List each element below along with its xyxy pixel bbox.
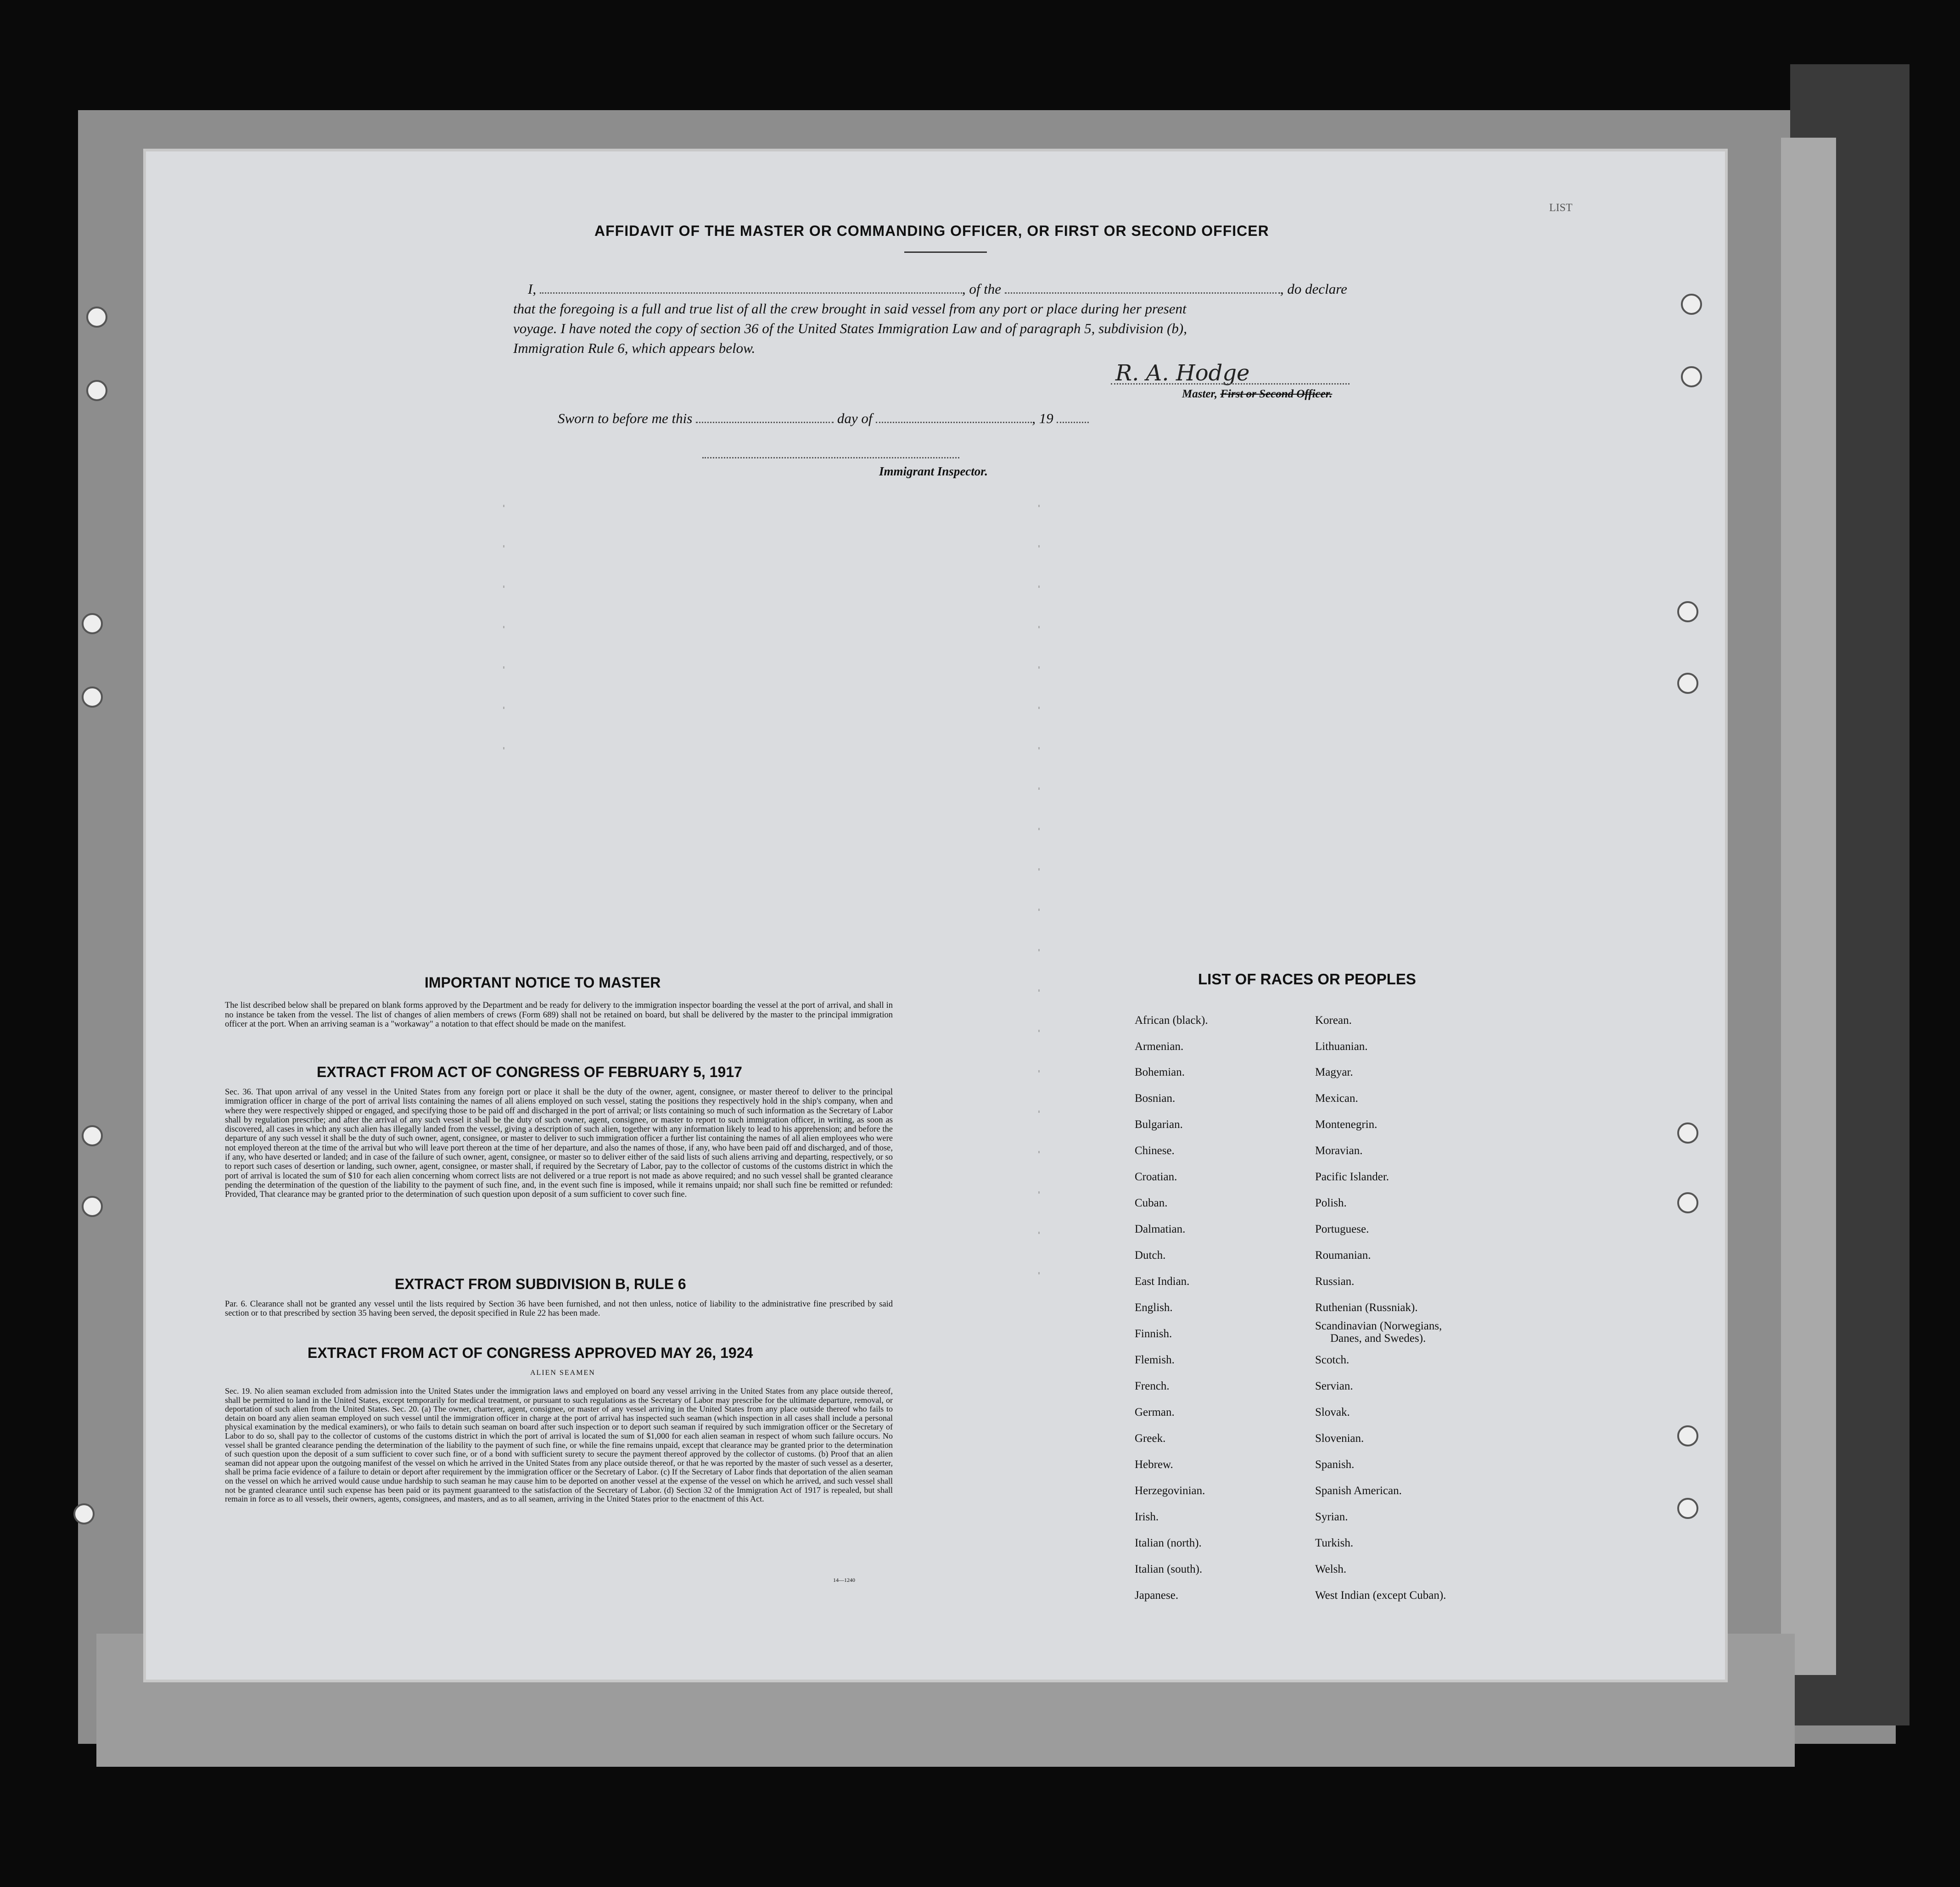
punch-hole: [86, 307, 107, 328]
race-item: Korean.: [1315, 1014, 1352, 1027]
race-item: Moravian.: [1315, 1144, 1363, 1157]
race-item: Italian (south).: [1135, 1563, 1203, 1575]
race-item: Dutch.: [1135, 1249, 1166, 1262]
race-item: Chinese.: [1135, 1144, 1175, 1157]
inspector-line: [702, 457, 959, 458]
race-item: German.: [1135, 1406, 1175, 1418]
race-item: Dalmatian.: [1135, 1223, 1186, 1235]
affidavit-title: AFFIDAVIT OF THE MASTER OR COMMANDING OFFICER, OR FIRST OR SECOND OFFICER: [594, 223, 1269, 239]
master-signature: R. A. Hodge: [1115, 360, 1250, 386]
punch-hole: [1677, 1498, 1698, 1519]
punch-hole: [1677, 1425, 1698, 1446]
bleed-through-dots: [1038, 505, 1040, 1285]
affidavit-line1: [528, 281, 1347, 297]
race-item-continued: Danes, and Swedes).: [1330, 1332, 1426, 1345]
race-item: Bohemian.: [1135, 1066, 1185, 1078]
race-item: Greek.: [1135, 1432, 1166, 1445]
punch-hole: [1681, 366, 1702, 387]
extract-1917-text: Sec. 36. That upon arrival of any vessel in the United States from any foreign port or place it shall be the duty of the owner, agent, consignee, or master thereof to deliver to the principal immigration officer in charge of the port of arrival lists containing the names of all aliens employed on such vessel, stating the positions they respectively hold in the ship's company, when and where they were respectively shipped or engaged, and specifying those to be paid off and discharged in the port of arrival; or lists containing so much of such information as the Secretary of Labor shall by regulation prescribe; and after the arrival of any such vessel it shall be the duty of such owner, agent, consignee, or master to report to such immigration officer, in writing, as soon as discovered, all cases in which any such alien has illegally landed from the vessel, giving a description of such alien, together with any information likely to lead to his apprehension; and before the departure of any such vessel it shall be the duty of such owner, agent, consignee, or master to deliver to such immigration officer a further list containing the names of all alien employees who were not employed thereon at the time of the arrival but who will leave port thereon at the time of her departure, and also the names of those, if any, who have been paid off and discharged, and of those, if any, who have deserted or landed; and in case of the failure of such owner, agent, consignee, or master so to deliver either of the said lists of such aliens arriving and departing, respectively, or so to report such cases of desertion or landing, such owner, agent, consignee, or master shall, if required by the Secretary of Labor, pay to the collector of customs of the customs district in which the port of arrival is located the sum of $10 for each alien concerning whom correct lists are not delivered or a true report is not made as above required; and no such vessel shall be granted clearance pending the determination of the question of the liability to the payment of such fine, and, in the event such fine is imposed, while it remains unpaid; nor shall such fine be remitted or refunded: Provided, That clearance may be granted prior to the determination of such question upon deposit of a sum sufficient to cover such fine.: [225, 1088, 893, 1200]
master-label: Master,: [1182, 388, 1218, 400]
race-item: Polish.: [1315, 1197, 1347, 1209]
race-item: Lithuanian.: [1315, 1040, 1368, 1053]
signature-line: [1111, 383, 1350, 385]
punch-hole: [82, 613, 103, 634]
bleed-through-dots: [503, 505, 504, 780]
race-item: Bulgarian.: [1135, 1118, 1183, 1131]
race-item: Servian.: [1315, 1380, 1353, 1392]
race-item: Pacific Islander.: [1315, 1171, 1389, 1183]
race-item: Herzegovinian.: [1135, 1485, 1205, 1497]
notice-title: IMPORTANT NOTICE TO MASTER: [425, 974, 661, 991]
affidavit-body-2: that the foregoing is a full and true list of all the crew brought in said vessel from any port or place during her present: [513, 301, 1187, 317]
punch-hole: [1681, 294, 1702, 315]
race-item: Syrian.: [1315, 1511, 1348, 1523]
races-title: LIST OF RACES OR PEOPLES: [1198, 971, 1416, 988]
punch-hole: [82, 1196, 103, 1217]
race-item: Italian (north).: [1135, 1537, 1202, 1549]
race-item: Mexican.: [1315, 1092, 1358, 1105]
affidavit-body-4: Immigration Rule 6, which appears below.: [513, 340, 756, 356]
punch-hole: [1677, 1192, 1698, 1213]
punch-hole: [73, 1503, 95, 1524]
race-item: Scandinavian (Norwegians,: [1315, 1320, 1442, 1332]
race-item: Ruthenian (Russniak).: [1315, 1301, 1418, 1314]
race-item: Spanish.: [1315, 1458, 1355, 1471]
race-item: Montenegrin.: [1315, 1118, 1378, 1131]
inspector-label: Immigrant Inspector.: [879, 464, 988, 478]
punch-hole: [1677, 673, 1698, 694]
race-item: Croatian.: [1135, 1171, 1177, 1183]
punch-hole: [82, 687, 103, 708]
sworn-month-blank[interactable]: [876, 422, 1032, 423]
race-item: East Indian.: [1135, 1275, 1190, 1288]
notice-text: The list described below shall be prepared on blank forms approved by the Department and be ready for delivery to the immigration inspector boarding the vessel at the port of arrival, and shall in no instance be taken from the vessel. The list of changes of alien members of crews (Form 689) shall not be retained on board, but shall be delivered by the master to the principal immigration officer at the port. When an arriving seaman is a "workaway" a notation to that effect should be made on the manifest.: [225, 1001, 893, 1029]
extract-1917-title: EXTRACT FROM ACT OF CONGRESS OF FEBRUARY 5, 1917: [317, 1064, 742, 1080]
affidavit-i: I,: [528, 281, 537, 297]
form-number: 14—1240: [833, 1577, 855, 1583]
race-item: Turkish.: [1315, 1537, 1354, 1549]
race-item: Cuban.: [1135, 1197, 1168, 1209]
race-item: Welsh.: [1315, 1563, 1347, 1575]
race-item: Russian.: [1315, 1275, 1355, 1288]
corner-mark: LIST: [1549, 202, 1573, 214]
underlying-sheet: [1781, 138, 1836, 1675]
race-item: English.: [1135, 1301, 1173, 1314]
affidavit-do-declare: , do declare: [1280, 281, 1347, 297]
sworn-line: [558, 410, 1089, 427]
sworn-year-blank[interactable]: [1057, 422, 1089, 423]
alien-seamen-subtitle: ALIEN SEAMEN: [530, 1369, 595, 1377]
race-item: Portuguese.: [1315, 1223, 1369, 1235]
race-item: Roumanian.: [1315, 1249, 1371, 1262]
race-item: Bosnian.: [1135, 1092, 1176, 1105]
punch-hole: [86, 380, 107, 401]
race-item: Magyar.: [1315, 1066, 1353, 1078]
race-item: Japanese.: [1135, 1589, 1179, 1602]
race-item: Spanish American.: [1315, 1485, 1402, 1497]
race-item: Irish.: [1135, 1511, 1159, 1523]
race-item: Flemish.: [1135, 1354, 1175, 1366]
punch-hole: [82, 1125, 103, 1146]
sworn-prefix: Sworn to before me this: [558, 410, 693, 426]
race-item: Scotch.: [1315, 1354, 1350, 1366]
rule6-title: EXTRACT FROM SUBDIVISION B, RULE 6: [395, 1276, 686, 1292]
race-item: Finnish.: [1135, 1328, 1172, 1340]
title-divider: [904, 251, 987, 253]
punch-hole: [1677, 1122, 1698, 1144]
rule6-text: Par. 6. Clearance shall not be granted any vessel until the lists required by Section 36 have been furnished, and not then unless, notice of liability to the administrative fine prescribed by said section or to that prescribed by section 35 having been served, the deposit specified in Rule 22 has been made.: [225, 1300, 893, 1318]
race-item: Slovak.: [1315, 1406, 1350, 1418]
signer-title: [1182, 388, 1332, 401]
race-item: African (black).: [1135, 1014, 1208, 1027]
race-item: Hebrew.: [1135, 1458, 1173, 1471]
race-item: Slovenian.: [1315, 1432, 1364, 1445]
vessel-blank[interactable]: [1005, 292, 1280, 294]
extract-1924-title: EXTRACT FROM ACT OF CONGRESS APPROVED MAY 26, 1924: [308, 1345, 753, 1361]
sworn-year-label: , 19: [1032, 410, 1053, 426]
struck-officer-label: First or Second Officer.: [1220, 388, 1333, 400]
affidavit-of-the: , of the: [962, 281, 1002, 297]
sworn-day-blank[interactable]: [696, 422, 834, 423]
sworn-day-label: day of: [837, 410, 873, 426]
race-item: Armenian.: [1135, 1040, 1184, 1053]
name-blank[interactable]: [540, 292, 962, 294]
affidavit-body-3: voyage. I have noted the copy of section 36 of the United States Immigration Law and of paragraph 5, subdivision (b),: [513, 320, 1187, 336]
race-item: West Indian (except Cuban).: [1315, 1589, 1446, 1602]
extract-1924-text: Sec. 19. No alien seaman excluded from admission into the United States under the immigration laws and employed on board any vessel arriving in the United States from any place outside thereof, shall be permitted to land in the United States, except temporarily for medical treatment, or pursuant to such regulations as the Secretary of Labor may prescribe for the ultimate departure, removal, or deportation of such alien from the United States. Sec. 20. (a) The owner, charterer, agent, consignee, or master of any vessel arriving in the United States from any place outside thereof who fails to detain on board any alien seaman employed on such vessel until the immigration officer in charge at the port of arrival has inspected such seaman (which inspection in all cases shall include a personal physical examination by the medical examiners), or who fails to detain such seaman on board after such inspection or to deport such seaman if required by such immigration officer or the Secretary of Labor to do so, shall pay to the collector of customs of the customs district in which the port of arrival is located the sum of $1,000 for each alien seaman in respect of whom such failure occurs. No vessel shall be granted clearance pending the determination of the liability to the payment of such fine, or while the fine remains unpaid, except that clearance may be granted prior to the determination of such question upon the deposit of a sum sufficient to cover such fine, or of a bond with sufficient surety to secure the payment thereof approved by the collector of customs. (b) Proof that an alien seaman did not appear upon the outgoing manifest of the vessel on which he arrived in the United States from any place outside thereof, or that he was reported by the master of such vessel as a deserter, shall be prima facie evidence of a failure to detain or deport after requirement by the immigration officer or the Secretary of Labor. (c) If the Secretary of Labor finds that deportation of the alien seaman on the vessel on which he arrived would cause undue hardship to such seaman he may cause him to be deported on another vessel at the expense of the vessel on which he arrived, and such vessel shall not be granted clearance until such expense has been paid or its payment guaranteed to the satisfaction of the Secretary of Labor. (d) Section 32 of the Immigration Act of 1917 is repealed, but shall remain in force as to all vessels, their owners, agents, consignees, and masters, and as to all seamen, arriving in the United States prior to the enactment of this Act.: [225, 1386, 893, 1504]
punch-hole: [1677, 601, 1698, 622]
race-item: French.: [1135, 1380, 1170, 1392]
